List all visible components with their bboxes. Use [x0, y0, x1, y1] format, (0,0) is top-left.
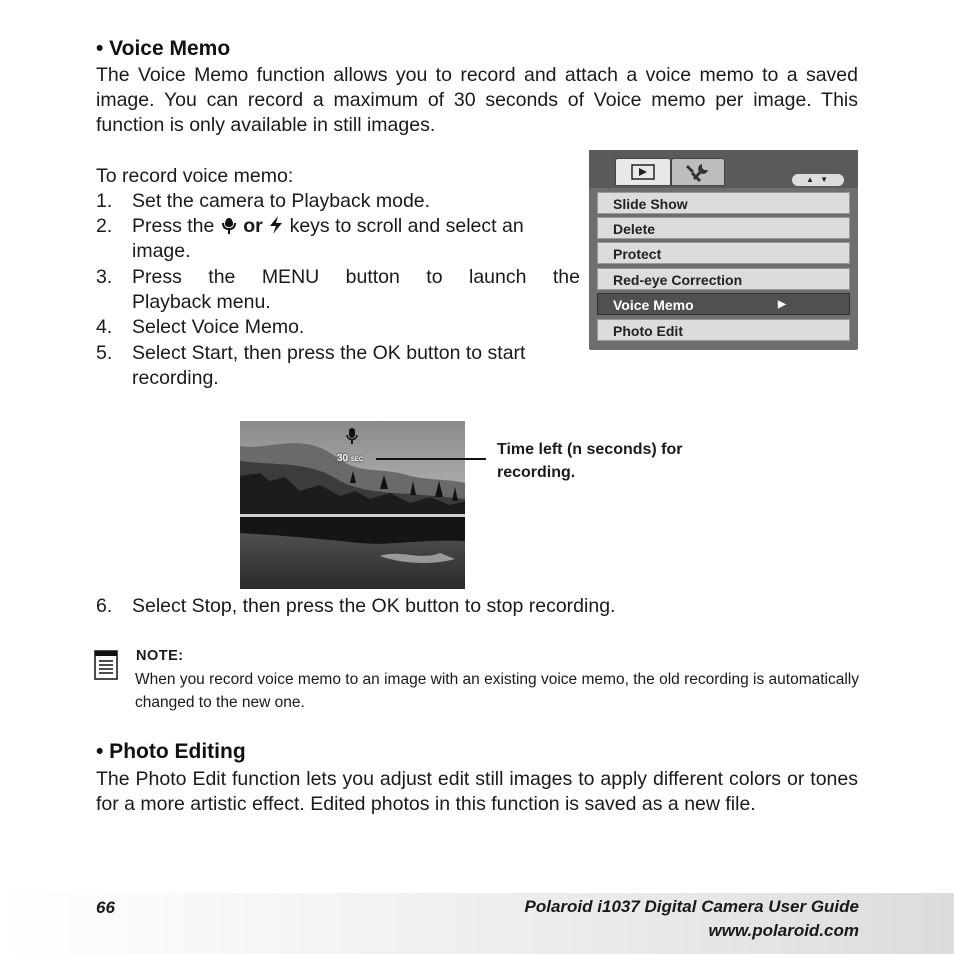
time-left-readout: [337, 453, 363, 464]
section-heading-voice-memo: • Voice Memo: [96, 37, 231, 60]
flash-icon: [268, 216, 284, 234]
step-text: Select Stop, then press the OK button to stop recording.: [132, 595, 616, 617]
menu-item-label: Voice Memo: [613, 297, 694, 313]
step-number: 4.: [96, 316, 113, 338]
landscape-image: [240, 421, 465, 589]
callout-label: Time left (n seconds) for recording.: [497, 441, 683, 481]
menu-item-label: Red-eye Correction: [613, 272, 743, 288]
note-title: NOTE:: [136, 648, 184, 664]
step-5: [96, 341, 580, 391]
step-text-line: [132, 214, 524, 239]
step-text: Select Voice Memo.: [132, 316, 305, 338]
step-text-continued: image.: [132, 240, 191, 262]
playback-icon: [616, 159, 670, 185]
step-text-after: keys to scroll and select an: [289, 215, 524, 237]
step-2: [96, 214, 580, 264]
recording-screen-photo: [240, 421, 465, 589]
note-icon: [94, 650, 118, 680]
microphone-icon: [345, 428, 359, 446]
menu-item-label: Protect: [613, 246, 662, 262]
wrench-tools-icon: [672, 159, 724, 185]
steps-intro: To record voice memo:: [96, 165, 294, 187]
submenu-arrow-icon: ▶: [778, 299, 786, 310]
time-left-value: 30: [337, 453, 349, 464]
step-number: 2.: [96, 215, 113, 237]
menu-item-voice-memo[interactable]: [597, 293, 850, 315]
callout-line: [376, 458, 486, 460]
up-down-arrows-icon: ▲ ▼: [792, 174, 844, 186]
step-number: 5.: [96, 342, 113, 364]
note-body: When you record voice memo to an image with an existing voice memo, the old recording is automatically changed to the new one.: [135, 671, 859, 711]
step-text: Set the camera to Playback mode.: [132, 190, 431, 212]
page-number: 66: [96, 898, 115, 917]
menu-item-label: Delete: [613, 221, 656, 237]
step-text-continued: recording.: [132, 367, 219, 389]
step-text: Press the MENU button to launch the: [132, 266, 580, 288]
step-text-or: or: [243, 215, 263, 237]
menu-item-protect[interactable]: [597, 242, 850, 264]
section-heading-photo-editing: • Photo Editing: [96, 740, 246, 763]
tab-setup[interactable]: [671, 158, 725, 186]
menu-item-red-eye-correction[interactable]: [597, 268, 850, 290]
step-number: 3.: [96, 266, 113, 288]
guide-title: Polaroid i1037 Digital Camera User Guide: [524, 897, 859, 916]
step-3: [96, 265, 580, 315]
guide-url[interactable]: www.polaroid.com: [708, 921, 859, 940]
time-left-unit: SEC: [350, 457, 364, 463]
step-text-before: Press the: [132, 215, 215, 237]
photo-editing-body: The Photo Edit function lets you adjust edit still images to apply different colors or tones for a more artistic effect. Edited photos in this function is saved as a new file.: [96, 768, 858, 815]
step-number: 6.: [96, 595, 113, 617]
menu-item-label: Slide Show: [613, 196, 688, 212]
menu-item-photo-edit[interactable]: [597, 319, 850, 341]
step-text: Select Start, then press the OK button to start: [132, 342, 526, 364]
menu-item-label: Photo Edit: [613, 323, 683, 339]
macro-flower-icon: [220, 216, 238, 234]
menu-item-slide-show[interactable]: [597, 192, 850, 214]
camera-playback-menu: [589, 150, 858, 350]
step-text-continued: Playback menu.: [132, 291, 271, 313]
menu-item-delete[interactable]: [597, 217, 850, 239]
menu-tab-bar: [589, 150, 858, 188]
step-number: 1.: [96, 190, 113, 212]
voice-memo-intro: The Voice Memo function allows you to record and attach a voice memo to a saved image. You can record a maximum of 30 seconds of Voice memo per image. This function is only available in still images.: [96, 64, 858, 136]
tab-playback[interactable]: [615, 158, 671, 186]
